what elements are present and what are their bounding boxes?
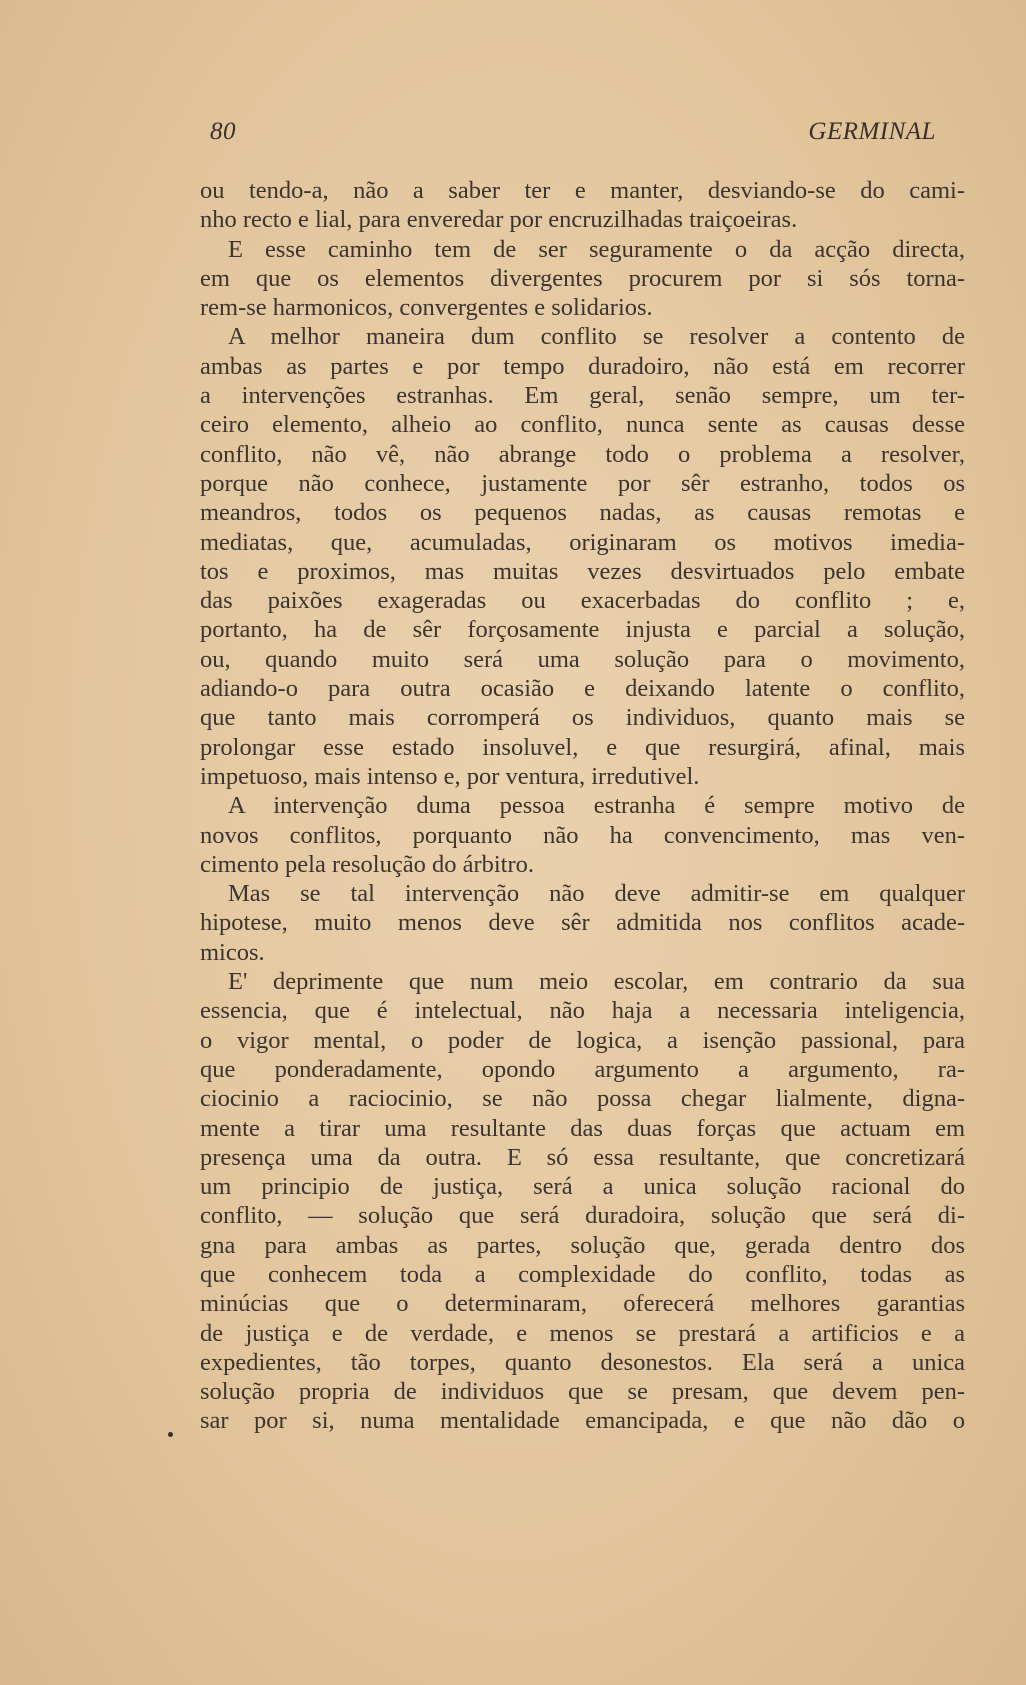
text-line: hipotese, muito menos deve sêr admitida nos conflitos acade- — [200, 909, 965, 937]
text-line: em que os elementos divergentes procurem por si sós torna- — [200, 264, 965, 292]
text-line: ou, quando muito será uma solução para o movimento, — [200, 645, 965, 673]
page-header — [210, 118, 936, 146]
text-line: que ponderadamente, opondo argumento a argumento, ra- — [200, 1055, 965, 1083]
text-line: um principio de justiça, será a unica solução racional do — [200, 1173, 965, 1201]
text-line: ciocinio a raciocinio, se não possa chegar lialmente, digna- — [200, 1085, 965, 1113]
text-line: conflito, não vê, não abrange todo o problema a resolver, — [200, 440, 965, 468]
text-line: impetuoso, mais intenso e, por ventura, irredutivel. — [200, 762, 700, 790]
text-line: ambas as partes e por tempo duradoiro, não está em recorrer — [200, 352, 965, 380]
text-line: a intervenções estranhas. Em geral, senão sempre, um ter- — [200, 382, 965, 410]
text-line: prolongar esse estado insoluvel, e que resurgirá, afinal, mais — [200, 733, 965, 761]
text-line: adiando-o para outra ocasião e deixando latente o conflito, — [200, 675, 965, 703]
text-body — [200, 176, 965, 1436]
text-line: que tanto mais corromperá os individuos, quanto mais se — [200, 704, 965, 732]
text-line: meandros, todos os pequenos nadas, as causas remotas e — [200, 499, 965, 527]
text-line: conflito, — solução que será duradoira, solução que será di- — [200, 1202, 965, 1230]
text-line: essencia, que é intelectual, não haja a necessaria inteligencia, — [200, 997, 965, 1025]
text-line: A melhor maneira dum conflito se resolver a contento de — [228, 323, 965, 351]
text-line: solução propria de individuos que se presam, que devem pen- — [200, 1378, 965, 1406]
text-line: Mas se tal intervenção não deve admitir-se em qualquer — [228, 880, 965, 908]
running-title: GERMINAL — [808, 118, 936, 145]
text-line: ceiro elemento, alheio ao conflito, nunca sente as causas desse — [200, 411, 965, 439]
page-number: 80 — [210, 118, 236, 145]
text-line: novos conflitos, porquanto não ha convencimento, mas ven- — [200, 821, 965, 849]
text-line: sar por si, numa mentalidade emancipada, e que não dão o — [200, 1407, 965, 1435]
ink-speck — [168, 1432, 173, 1437]
text-line: nho recto e lial, para enveredar por encruzilhadas traiçoeiras. — [200, 206, 798, 234]
text-line: portanto, ha de sêr forçosamente injusta e parcial a solução, — [200, 616, 965, 644]
text-line: A intervenção duma pessoa estranha é sempre motivo de — [228, 792, 965, 820]
text-line: mente a tirar uma resultante das duas forças que actuam em — [200, 1114, 965, 1142]
text-line: E' deprimente que num meio escolar, em contrario da sua — [228, 968, 965, 996]
text-line: porque não conhece, justamente por sêr estranho, todos os — [200, 469, 965, 497]
text-line: expedientes, tão torpes, quanto desonestos. Ela será a unica — [200, 1348, 965, 1376]
text-line: das paixões exageradas ou exacerbadas do conflito ; e, — [200, 587, 965, 615]
text-line: cimento pela resolução do árbitro. — [200, 850, 535, 878]
text-line: de justiça e de verdade, e menos se prestará a artificios e a — [200, 1319, 965, 1347]
text-line: minúcias que o determinaram, oferecerá melhores garantias — [200, 1290, 965, 1318]
text-line: rem-se harmonicos, convergentes e solidarios. — [200, 294, 653, 322]
text-line: tos e proximos, mas muitas vezes desvirtuados pelo embate — [200, 557, 965, 585]
text-line: ou tendo-a, não a saber ter e manter, desviando-se do cami- — [200, 177, 965, 204]
text-line: gna para ambas as partes, solução que, gerada dentro dos — [200, 1231, 965, 1259]
text-line: E esse caminho tem de ser seguramente o da acção directa, — [228, 235, 965, 263]
text-line: o vigor mental, o poder de logica, a isenção passional, para — [200, 1026, 965, 1054]
text-line: que conhecem toda a complexidade do conflito, todas as — [200, 1260, 965, 1288]
text-line: micos. — [200, 938, 265, 966]
text-line: mediatas, que, acumuladas, originaram os motivos imedia- — [200, 528, 965, 556]
text-line: presença uma da outra. E só essa resultante, que concretizará — [200, 1143, 965, 1171]
